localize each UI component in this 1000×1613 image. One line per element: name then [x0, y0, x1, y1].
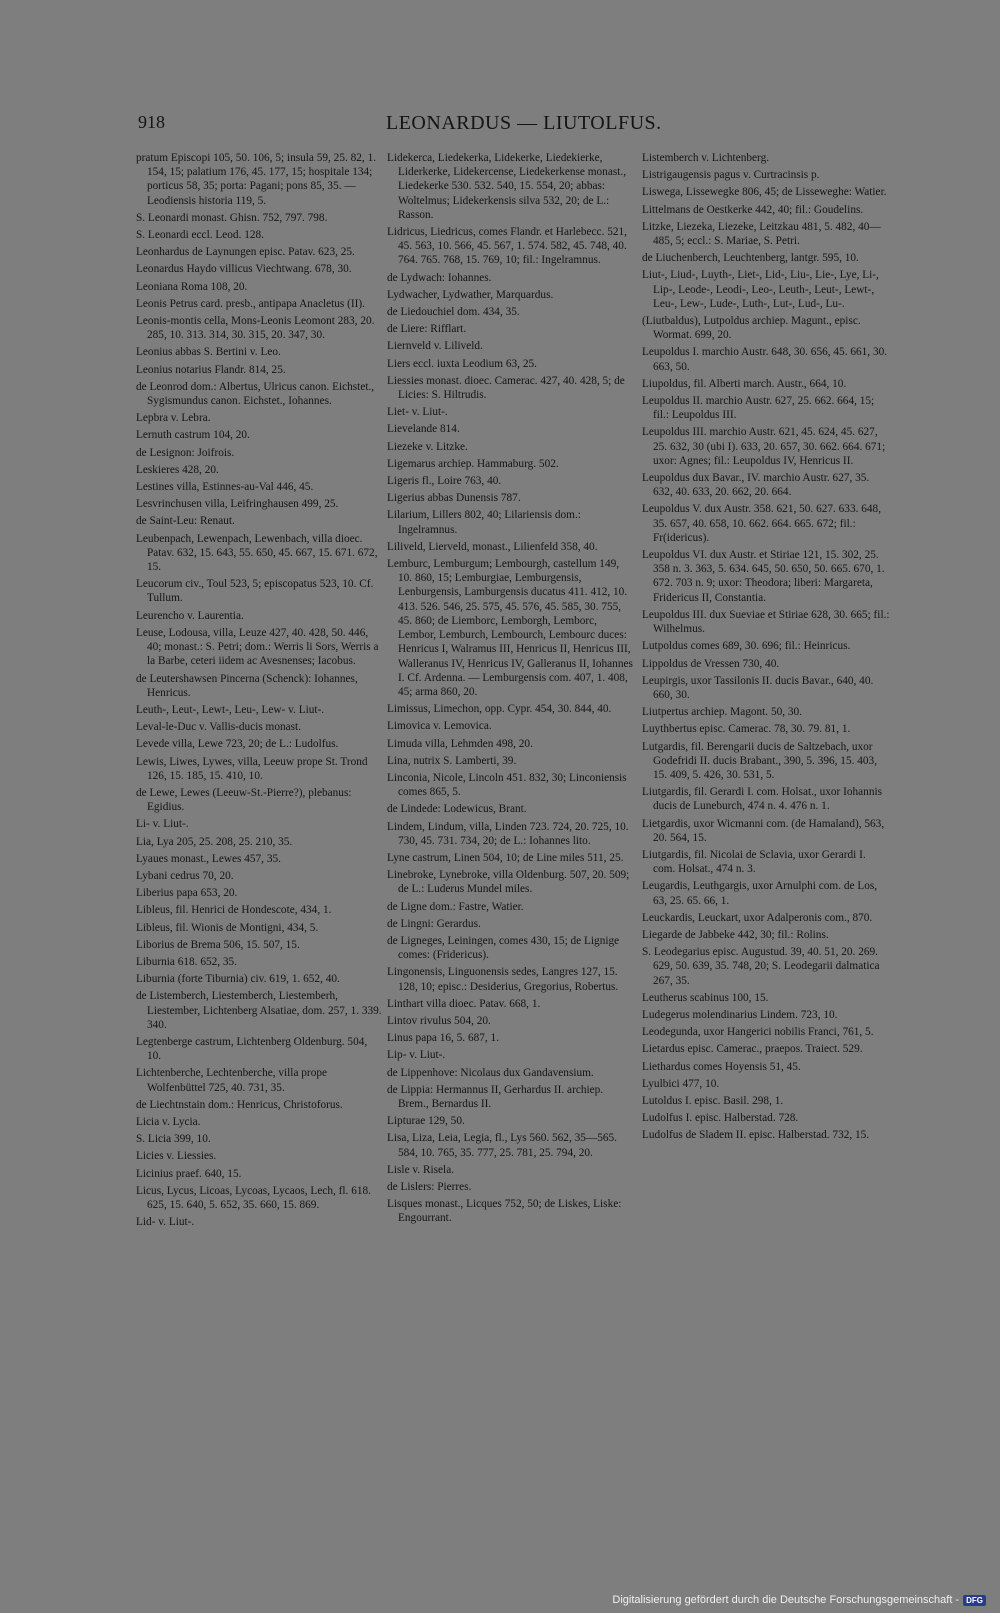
- index-entry: Leoniana Roma 108, 20.: [136, 280, 248, 293]
- index-entry: Leskieres 428, 20.: [136, 463, 219, 476]
- running-head: LEONARDUS — LIUTOLFUS.: [386, 112, 662, 134]
- index-entry: Limuda villa, Lehmden 498, 20.: [387, 737, 533, 750]
- index-entry: Leonis-montis cella, Mons-Leonis Leomont 283, 20. 285, 10. 313. 314, 30. 315, 20. 347, 30.: [136, 315, 375, 342]
- index-entry: S. Leonardi monast. Ghisn. 752, 797. 798.: [136, 211, 328, 224]
- index-entry: Liethardus comes Hoyensis 51, 45.: [642, 1060, 801, 1073]
- index-entry: Leutherus scabinus 100, 15.: [642, 991, 769, 1004]
- index-entry: Lid- v. Liut-.: [136, 1216, 195, 1229]
- index-entry: Lintov rivulus 504, 20.: [387, 1014, 491, 1027]
- index-entry: S. Licia 399, 10.: [136, 1133, 211, 1146]
- column-2: [387, 151, 635, 1229]
- index-entry: Lutpoldus comes 689, 30. 696; fil.: Heinricus.: [642, 640, 851, 653]
- index-entry: de Lislers: Pierres.: [387, 1181, 472, 1193]
- index-entry: Lia, Lya 205, 25. 208, 25. 210, 35.: [136, 835, 293, 848]
- index-entry: Leonius notarius Flandr. 814, 25.: [136, 363, 286, 376]
- index-entry: Lepbra v. Lebra.: [136, 412, 211, 425]
- index-entry: Leval-le-Duc v. Vallis-ducis monast.: [136, 721, 302, 734]
- index-entry: Linconia, Nicole, Lincoln 451. 832, 30; Linconiensis comes 865, 5.: [387, 771, 627, 799]
- index-entry: de Ligneges, Leiningen, comes 430, 15; de Lignige comes: (Fridericus).: [387, 934, 620, 962]
- index-entry: Libleus, fil. Wionis de Montigni, 434, 5.: [136, 921, 319, 934]
- index-entry: Liet- v. Liut-.: [387, 406, 448, 419]
- footer: [612, 1594, 986, 1606]
- index-entry: Lisques monast., Licques 752, 50; de Liskes, Liske: Engourrant.: [387, 1198, 622, 1225]
- index-entry: de Listemberch, Liestemberch, Liestemberh, Liestember, Lichtenberg Alsatiae, dom. 257, 1. 339. 340.: [136, 990, 382, 1031]
- index-entry: Lippoldus de Vressen 730, 40.: [642, 657, 780, 670]
- index-entry: Leupoldus III. dux Sueviae et Stiriae 628, 30. 665; fil.: Wilhelmus.: [642, 608, 890, 636]
- index-entry: S. Leodegarius episc. Augustud. 39, 40. 51, 20. 269. 629, 50. 639, 35. 748, 20; S. Leodegarii dalmatica 267, 35.: [642, 946, 880, 987]
- index-entry: Leonius abbas S. Bertini v. Leo.: [136, 346, 281, 359]
- index-entry: de Lydwach: Iohannes.: [387, 271, 492, 284]
- index-entry: Liburnia (forte Tiburnia) civ. 619, 1. 652, 40.: [136, 973, 340, 986]
- index-entry: Liutgardis, fil. Gerardi I. com. Holsat., uxor Iohannis ducis de Luneburch, 474 n. 4. 476 n. 1.: [642, 786, 883, 813]
- index-entry: Ludolfus I. episc. Halberstad. 728.: [642, 1112, 799, 1125]
- index-entry: Lisle v. Risela.: [387, 1163, 455, 1176]
- index-entry: Liessies monast. dioec. Camerac. 427, 40. 428, 5; de Licies: S. Hiltrudis.: [387, 374, 625, 402]
- index-entry: Lutoldus I. episc. Basil. 298, 1.: [642, 1094, 784, 1107]
- column-3: [642, 151, 890, 1146]
- index-entry: de Lesignon: Joifrois.: [136, 446, 235, 459]
- index-entry: Licus, Lycus, Licoas, Lycoas, Lycaos, Lech, fl. 618. 625, 15. 640, 5. 652, 35. 660, 15. 869.: [136, 1184, 371, 1211]
- index-entry: Licia v. Lycia.: [136, 1115, 201, 1128]
- index-entry: Liupoldus, fil. Alberti march. Austr., 664, 10.: [642, 377, 847, 390]
- index-entry: Lipturae 129, 50.: [387, 1115, 465, 1128]
- index-entry: Leupirgis, uxor Tassilonis II. ducis Bavar., 640, 40. 660, 30.: [642, 674, 874, 701]
- index-entry: de Leonrod dom.: Albertus, Ulricus canon. Eichstet., Sygismundus canon. Eichstet., Iohannes.: [136, 380, 375, 408]
- index-entry: Ludegerus molendinarius Lindem. 723, 10.: [642, 1008, 838, 1021]
- index-entry: Lydwacher, Lydwather, Marquardus.: [387, 288, 554, 301]
- index-entry: Liburnia 618. 652, 35.: [136, 955, 238, 968]
- index-entry: Liberius papa 653, 20.: [136, 887, 238, 900]
- index-entry: Legtenberge castrum, Lichtenberg Oldenburg. 504, 10.: [136, 1035, 368, 1063]
- index-entry: Ligerius abbas Dunensis 787.: [387, 492, 521, 505]
- index-entry: Leodegunda, uxor Hangerici nobilis Franci, 761, 5.: [642, 1026, 874, 1039]
- index-entry: de Liuchenberch, Leuchtenberg, lantgr. 595, 10.: [642, 252, 859, 265]
- index-entry: Leupoldus I. marchio Austr. 648, 30. 656, 45. 661, 30. 663, 50.: [642, 346, 888, 373]
- index-entry: Lip- v. Liut-.: [387, 1049, 446, 1062]
- index-entry: Lietgardis, uxor Wicmanni com. (de Hamaland), 563, 20. 564, 15.: [642, 817, 885, 844]
- index-entry: de Ligne dom.: Fastre, Watier.: [387, 900, 524, 913]
- index-entry: Liliveld, Lierveld, monast., Lilienfeld 358, 40.: [387, 540, 598, 553]
- index-entry: Liutgardis, fil. Nicolai de Sclavia, uxor Gerardi I. com. Holsat., 474 n. 3.: [642, 848, 866, 876]
- index-entry: Littelmans de Oestkerke 442, 40; fil.: Goudelins.: [642, 203, 864, 216]
- index-entry: Lewis, Liwes, Lywes, villa, Leeuw prope St. Trond 126, 15. 185, 15. 410, 10.: [136, 755, 368, 782]
- index-entry: Leuse, Lodousa, villa, Leuze 427, 40. 428, 50. 446, 40; monast.: S. Petri; dom.: Werris li Sors, Werris a la Barbe, ceteri iidem ac Avesnenses; Iacobus.: [136, 626, 379, 668]
- index-entry: Lestines villa, Estinnes-au-Val 446, 45.: [136, 481, 314, 494]
- index-entry: Liut-, Liud-, Luyth-, Liet-, Lid-, Liu-, Lie-, Lye, Li-, Lip-, Leode-, Leodi-, Leo-, Leuth-, Leut-, Lewt-, Leu-, Lew-, Lude-, Luth-, Lut-, Lud-, Lu-.: [642, 269, 879, 310]
- index-entry: Lingonensis, Linguonensis sedes, Langres 127, 15. 128, 10; episc.: Desiderius, Gregorius, Robertus.: [387, 966, 619, 993]
- index-entry: Leupoldus dux Bavar., IV. marchio Austr. 627, 35. 632, 40. 633, 20. 662, 20. 664.: [642, 472, 870, 499]
- index-entry: Liswega, Lissewegke 806, 45; de Lisseweghe: Watier.: [642, 186, 887, 199]
- index-entry: Lievelande 814.: [387, 423, 460, 436]
- index-entry: Lernuth castrum 104, 20.: [136, 429, 250, 442]
- index-entry: Leugardis, Leuthgargis, uxor Arnulphi com. de Los, 63, 25. 65. 66, 1.: [642, 880, 878, 907]
- index-entry: Liutpertus archiep. Magont. 50, 30.: [642, 706, 803, 719]
- index-entry: Libleus, fil. Henrici de Hondescote, 434, 1.: [136, 904, 332, 917]
- index-entry: Licies v. Liessies.: [136, 1150, 217, 1163]
- index-entry: Leupoldus II. marchio Austr. 627, 25. 662. 664, 15; fil.: Leupoldus III.: [642, 395, 875, 422]
- index-entry: de Liechtnstain dom.: Henricus, Christoforus.: [136, 1098, 343, 1111]
- index-entry: Linthart villa dioec. Patav. 668, 1.: [387, 997, 541, 1010]
- index-entry: de Saint-Leu: Renaut.: [136, 515, 235, 528]
- index-entry: Listemberch v. Lichtenberg.: [642, 152, 770, 164]
- index-entry: Leuckardis, Leuckart, uxor Adalperonis com., 870.: [642, 911, 873, 924]
- index-entry: Liers eccl. iuxta Leodium 63, 25.: [387, 357, 537, 370]
- index-entry: Liernveld v. Liliveld.: [387, 340, 483, 353]
- index-entry: Lyulbici 477, 10.: [642, 1077, 720, 1090]
- index-entry: Lilarium, Lillers 802, 40; Lilariensis dom.: Ingelramnus.: [387, 509, 581, 536]
- index-entry: Ligemarus archiep. Hammaburg. 502.: [387, 457, 559, 470]
- index-entry: Leonis Petrus card. presb., antipapa Anacletus (II).: [136, 297, 365, 310]
- index-entry: Leonhardus de Laynungen episc. Patav. 623, 25.: [136, 246, 355, 259]
- index-entry: Lesvrinchusen villa, Leifringhausen 499, 25.: [136, 498, 339, 511]
- index-entry: Lina, nutrix S. Lamberti, 39.: [387, 754, 517, 767]
- index-entry: (Liutbaldus), Lutpoldus archiep. Magunt., episc. Wormat. 699, 20.: [642, 315, 861, 342]
- index-entry: Linebroke, Lynebroke, villa Oldenburg. 507, 20. 509; de L.: Luderus Mundel miles.: [387, 869, 630, 896]
- index-entry: Leupoldus VI. dux Austr. et Stiriae 121, 15. 302, 25. 358 n. 3. 363, 5. 634. 645, 50. 650, 50. 665. 670, 1. 672. 703 n. 9; uxor: Theodora; liberi: Margareta, Fridericus II, Constantia.: [642, 549, 885, 604]
- dfg-logo: DFG: [963, 1595, 986, 1606]
- index-entry: Lyaues monast., Lewes 457, 35.: [136, 852, 281, 865]
- index-entry: Lindem, Lindum, villa, Linden 723. 724, 20. 725, 10. 730, 45. 731. 734, 20; de L.: Iohannes lito.: [387, 820, 629, 847]
- index-entry: Leupoldus III. marchio Austr. 621, 45. 624, 45. 627, 25. 632, 30 (ubi I). 633, 20. 657, 30. 662. 664. 671; uxor: Agnes; fil.: Leupoldus IV, Henricus II.: [642, 426, 886, 467]
- index-entry: de Lippia: Hermannus II, Gerhardus II. archiep. Brem., Bernardus II.: [387, 1083, 604, 1110]
- index-entry: Ludolfus de Sladem II. episc. Halberstad. 732, 15.: [642, 1129, 870, 1142]
- footer-credit: Digitalisierung gefördert durch die Deutsche Forschungsgemeinschaft -: [612, 1594, 960, 1606]
- index-entry: Ligeris fl., Loire 763, 40.: [387, 475, 502, 488]
- index-entry: pratum Episcopi 105, 50. 106, 5; insula 59, 25. 82, 1. 154, 15; palatium 176, 45. 177, 15; hospitale 134; porticus 58, 35; porta: Pagani; pons 85, 35. — Leodiensis historia 119, 5.: [136, 152, 377, 207]
- index-entry: Listrigaugensis pagus v. Curtracinsis p.: [642, 169, 820, 182]
- index-entry: Limovica v. Lemovica.: [387, 720, 492, 733]
- index-entry: Lidekerca, Liedekerka, Lidekerke, Liedekierke, Liderkerke, Lidekercense, Liedekerkense monast., Liedekerke 530. 532. 540, 15. 554, 20; abbas: Woltelmus; Lidekerkensis silva 532, 20; de L.: Rasson.: [387, 152, 627, 221]
- index-entry: Lietardus episc. Camerac., praepos. Traiect. 529.: [642, 1043, 863, 1056]
- index-entry: de Lingni: Gerardus.: [387, 917, 481, 930]
- index-entry: Leuth-, Leut-, Lewt-, Leu-, Lew- v. Liut-.: [136, 703, 325, 716]
- index-entry: Leucorum civ., Toul 523, 5; episcopatus 523, 10. Cf. Tullum.: [136, 578, 374, 605]
- index-entry: Lybani cedrus 70, 20.: [136, 869, 234, 882]
- page-number: 918: [138, 112, 165, 132]
- index-entry: Litzke, Liezeka, Liezeke, Leitzkau 481, 5. 482, 40—485, 5; eccl.: S. Mariae, S. Petri.: [642, 220, 881, 248]
- index-entry: Leurencho v. Laurentia.: [136, 609, 244, 622]
- index-entry: de Liedouchiel dom. 434, 35.: [387, 306, 520, 319]
- index-entry: Lichtenberche, Lechtenberche, villa prope Wolfenbüttel 725, 40. 731, 35.: [136, 1067, 328, 1094]
- index-entry: Lutgardis, fil. Berengarii ducis de Saltzebach, uxor Godefridi II. ducis Brabant., 390, 5. 396, 15. 403, 15. 409, 5. 426, 30. 531, 5.: [642, 740, 878, 781]
- index-entry: Licinius praef. 640, 15.: [136, 1167, 242, 1180]
- index-entry: Lyne castrum, Linen 504, 10; de Line miles 511, 25.: [387, 851, 624, 864]
- index-entry: Liborius de Brema 506, 15. 507, 15.: [136, 938, 300, 951]
- index-entry: Li- v. Liut-.: [136, 818, 189, 831]
- index-entry: Leupoldus V. dux Austr. 358. 621, 50. 627. 633. 648, 35. 657, 40. 658, 10. 662. 664. 665. 672; fil.: Fr(idericus).: [642, 503, 882, 544]
- index-entry: Liegarde de Jabbeke 442, 30; fil.: Rolins.: [642, 928, 829, 941]
- index-entry: de Leutershawsen Pincerna (Schenck): Iohannes, Henricus.: [136, 672, 358, 699]
- index-entry: Lisa, Liza, Leia, Legia, fl., Lys 560. 562, 35—565. 584, 10. 765, 35. 777, 25. 781, 25. 794, 20.: [387, 1132, 617, 1159]
- index-entry: S. Leonardi eccl. Leod. 128.: [136, 229, 264, 242]
- index-entry: de Lindede: Lodewicus, Brant.: [387, 803, 527, 816]
- column-1: [136, 151, 384, 1232]
- index-entry: Linus papa 16, 5. 687, 1.: [387, 1032, 500, 1045]
- index-entry: Levede villa, Lewe 723, 20; de L.: Ludolfus.: [136, 738, 339, 751]
- index-entry: Lidricus, Liedricus, comes Flandr. et Harlebecc. 521, 45. 563, 10. 566, 45. 567, 1. 574. 582, 45. 748, 40. 764. 765. 768, 15. 769, 10; fil.: Ingelramnus.: [387, 226, 627, 267]
- index-entry: Limissus, Limechon, opp. Cypr. 454, 30. 844, 40.: [387, 703, 612, 716]
- index-entry: de Lewe, Lewes (Leeuw-St.-Pierre?), plebanus: Egidius.: [136, 786, 352, 814]
- index-entry: Lemburc, Lemburgum; Lembourgh, castellum 149, 10. 860, 15; Lemburgiae, Lemburgensis, Lenburgensis, Lamburgensis ducatus 411. 412, 10. 413. 526. 546, 25. 575, 45. 576, 45. 585, 30. 755, 45. 860; de Liemborc, Lemborgh, Lemborc, Lembor, Lemburch, Lembourch, Lembourc duces: Henricus I, Walramus III, Henricus II, Henricus III, Walleranus IV, Henricus IV, Galleranus II, Iohannes I. Cf. Ardenna. — Lemburgensis com. 407, 1. 408, 45; arma 860, 20.: [387, 558, 633, 698]
- index-entry: de Lippenhove: Nicolaus dux Gandavensium.: [387, 1066, 594, 1079]
- index-entry: de Liere: Rifflart.: [387, 323, 467, 336]
- index-entry: Leonardus Haydo villicus Viechtwang. 678, 30.: [136, 263, 352, 276]
- index-entry: Luythbertus episc. Camerac. 78, 30. 79. 81, 1.: [642, 723, 851, 736]
- index-entry: Liezeke v. Litzke.: [387, 440, 468, 453]
- index-entry: Leubenpach, Lewenpach, Lewenbach, villa dioec. Patav. 632, 15. 643, 55. 650, 45. 667, 15. 671. 672, 15.: [136, 532, 378, 574]
